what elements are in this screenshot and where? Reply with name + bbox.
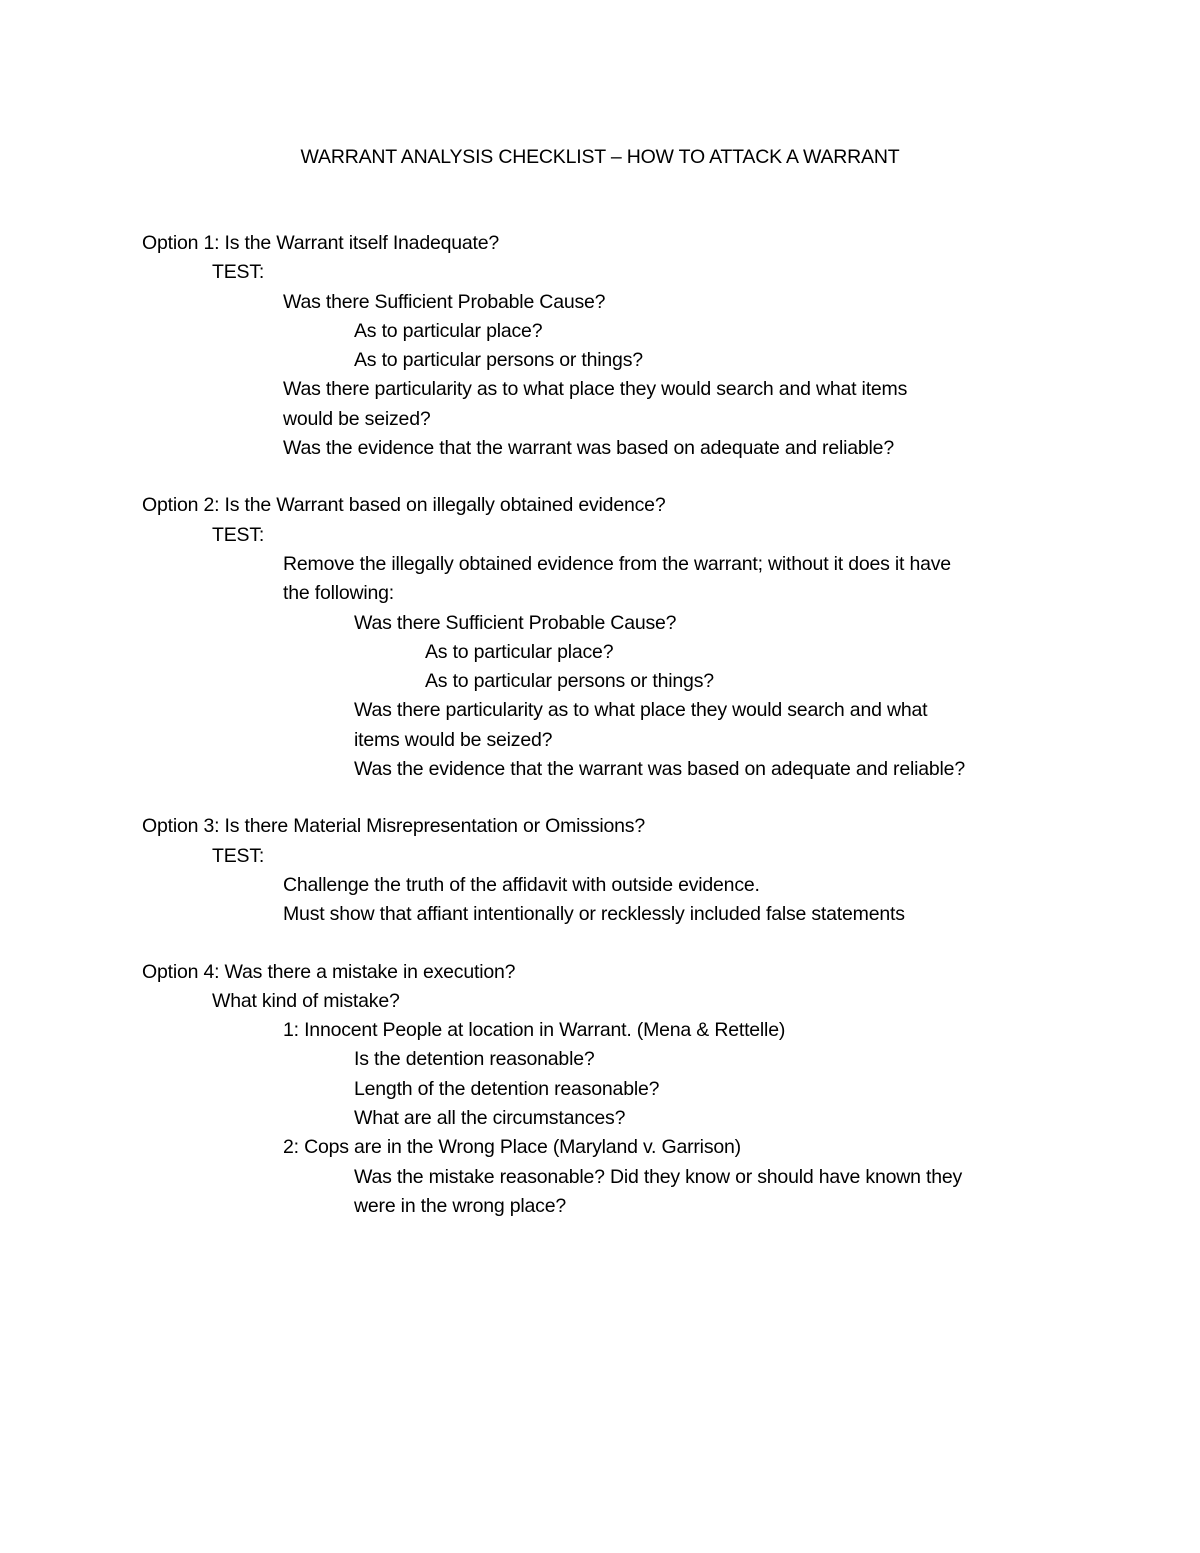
option-1-section [142,229,1062,463]
option-4-line: What are all the circumstances? [354,1107,626,1130]
option-4-line: 2: Cops are in the Wrong Place (Maryland v. Garrison) [283,1136,741,1159]
option-1-line: As to particular place? [354,319,543,342]
section-spacer [142,463,1062,491]
document-body [142,229,1062,1221]
option-4-line: Was the mistake reasonable? Did they know or should have known they [354,1165,963,1188]
option-2-line: Was there Sufficient Probable Cause? [354,611,677,634]
option-2-line: items would be seized? [354,728,553,751]
section-spacer [142,930,1062,958]
option-3-line: Must show that affiant intentionally or recklessly included false statements [283,903,905,926]
option-1-line: Was there Sufficient Probable Cause? [283,290,606,313]
option-1-line: would be seized? [283,407,431,430]
option-4-line: 1: Innocent People at location in Warrant. (Mena & Rettelle) [283,1019,786,1042]
option-2-section [142,491,1062,784]
option-1-heading: Option 1: Is the Warrant itself Inadequate? [142,232,500,254]
option-3-section [142,812,1062,929]
option-3-line: Challenge the truth of the affidavit with outside evidence. [283,873,760,896]
option-3-heading: Option 3: Is there Material Misrepresentation or Omissions? [142,815,645,838]
option-4-heading: Option 4: Was there a mistake in execution? [142,960,516,983]
option-2-line: As to particular persons or things? [425,670,714,693]
option-2-line: As to particular place? [425,640,614,663]
option-1-test-label: TEST: [212,261,265,284]
option-1-line: As to particular persons or things? [354,349,643,372]
section-spacer [142,784,1062,812]
option-2-line: the following: [283,582,395,605]
option-1-line: Was there particularity as to what place they would search and what items [283,378,908,401]
document-title: WARRANT ANALYSIS CHECKLIST – HOW TO ATTACK A WARRANT [300,146,900,168]
option-4-subheading: What kind of mistake? [212,989,400,1012]
option-4-line: Is the detention reasonable? [354,1048,595,1071]
option-2-heading: Option 2: Is the Warrant based on illegally obtained evidence? [142,494,666,517]
option-2-line: Was there particularity as to what place they would search and what [354,699,928,722]
option-4-line: were in the wrong place? [354,1194,566,1217]
option-2-test-label: TEST: [212,523,265,546]
option-4-line: Length of the detention reasonable? [354,1077,660,1100]
option-4-section [142,958,1062,1222]
option-3-test-label: TEST: [212,844,265,867]
option-1-line: Was the evidence that the warrant was based on adequate and reliable? [283,437,894,460]
option-2-line: Was the evidence that the warrant was based on adequate and reliable? [354,758,965,781]
option-2-line: Remove the illegally obtained evidence from the warrant; without it does it have [283,552,951,575]
